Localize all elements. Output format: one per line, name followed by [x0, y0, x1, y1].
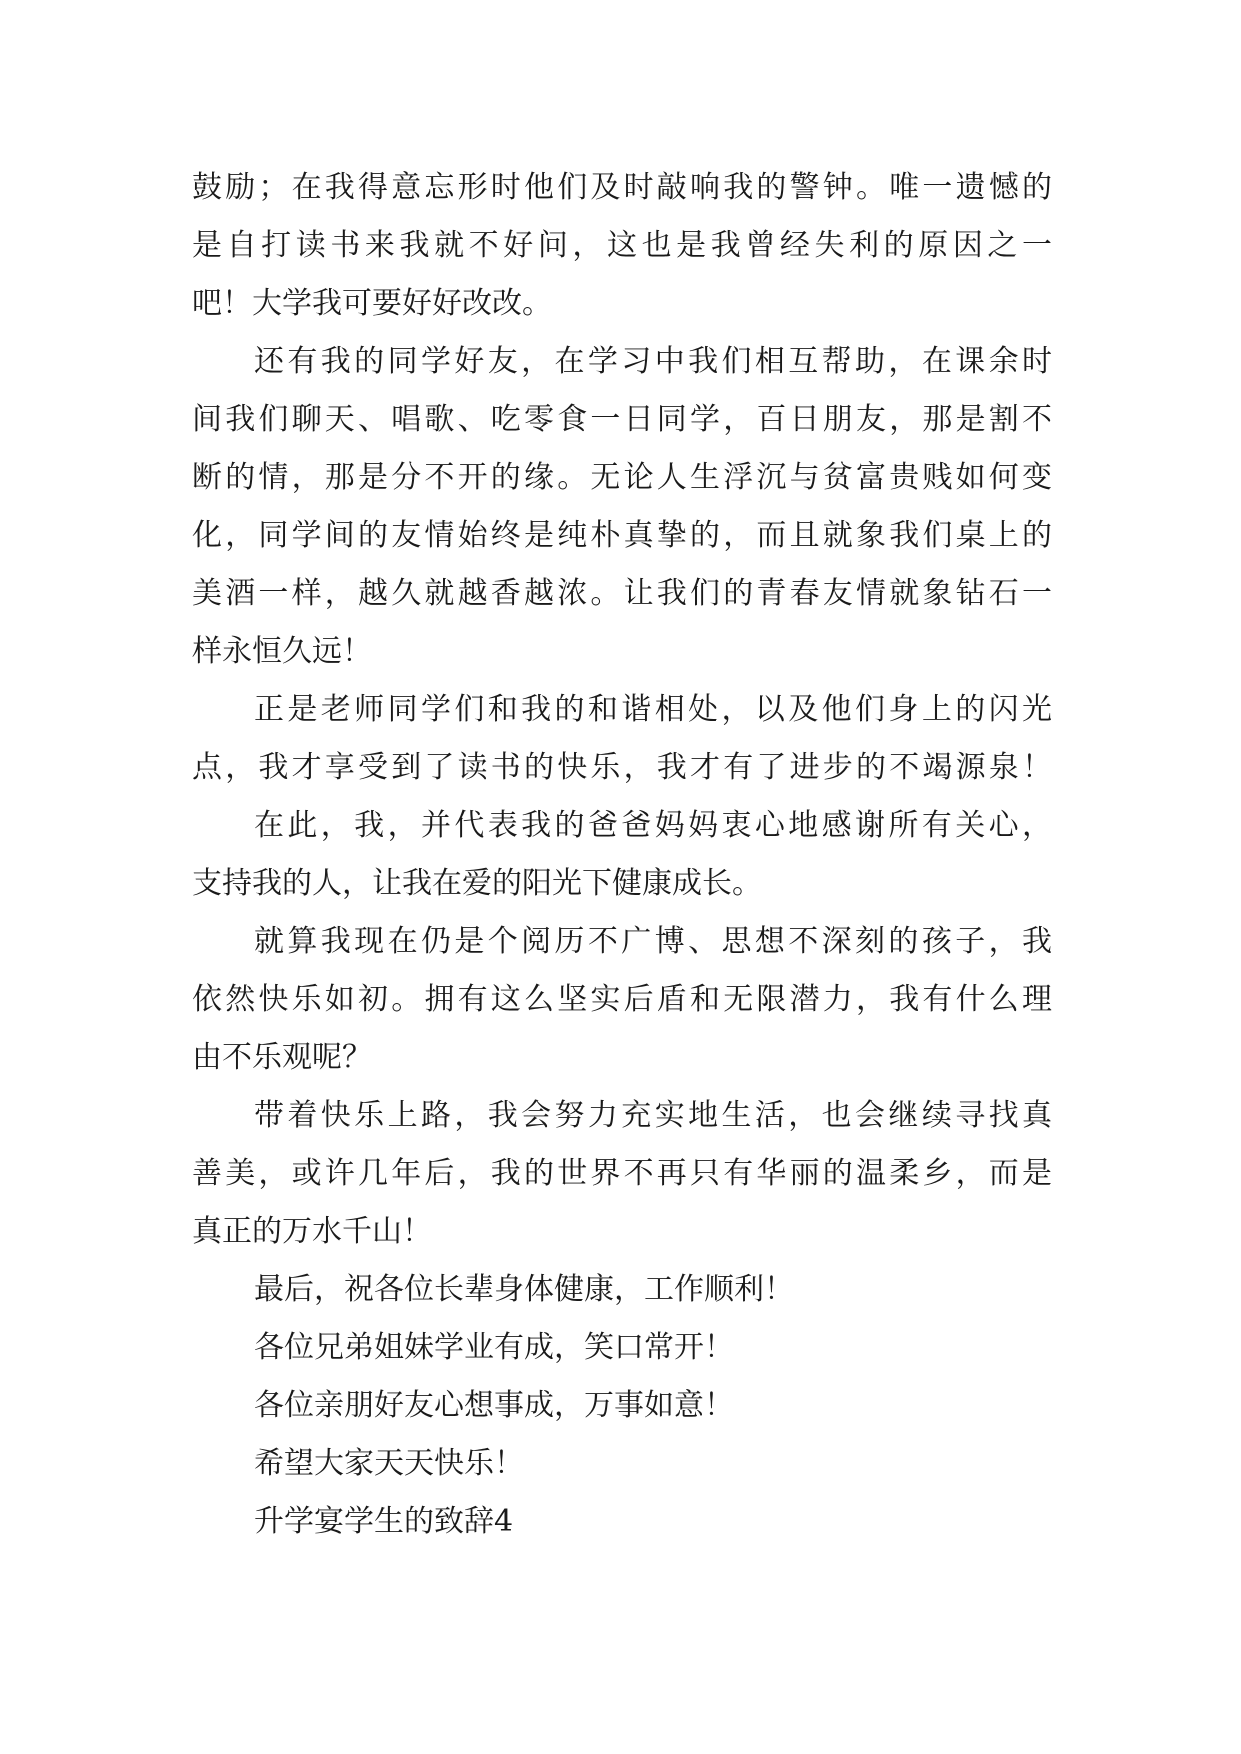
- paragraph: [192, 159, 1052, 333]
- text-line: 在此，我，并代表我的爸爸妈妈衷心地感谢所有关心，: [254, 808, 1052, 843]
- paragraph: [192, 797, 1052, 913]
- paragraph: [192, 1087, 1052, 1261]
- text-line: 鼓励；在我得意忘形时他们及时敲响我的警钟。唯一遗憾的: [192, 170, 1052, 205]
- closing-line: 最后，祝各位长辈身体健康，工作顺利！: [254, 1272, 794, 1307]
- closing-line: 各位亲朋好友心想事成，万事如意！: [254, 1388, 734, 1423]
- paragraph: [192, 681, 1052, 797]
- text-line: 是自打读书来我就不好问，这也是我曾经失利的原因之一: [192, 228, 1052, 263]
- document-body: [192, 159, 1052, 1551]
- closing-line: 希望大家天天快乐！: [254, 1446, 524, 1481]
- text-line: 吧！大学我可要好好改改。: [192, 286, 552, 321]
- text-line: 真正的万水千山！: [192, 1214, 432, 1249]
- text-line: 善美，或许几年后，我的世界不再只有华丽的温柔乡，而是: [192, 1156, 1052, 1191]
- text-line: 就算我现在仍是个阅历不广博、思想不深刻的孩子，我: [254, 924, 1052, 959]
- section-heading: 升学宴学生的致辞4: [254, 1504, 514, 1539]
- text-line: 样永恒久远！: [192, 634, 372, 669]
- text-line: 美酒一样，越久就越香越浓。让我们的青春友情就象钻石一: [192, 576, 1052, 611]
- text-line: 依然快乐如初。拥有这么坚实后盾和无限潜力，我有什么理: [192, 982, 1052, 1017]
- paragraph: [192, 913, 1052, 1087]
- text-line: 支持我的人，让我在爱的阳光下健康成长。: [192, 866, 762, 901]
- text-line: 点，我才享受到了读书的快乐，我才有了进步的不竭源泉！: [192, 750, 1052, 785]
- text-line: 正是老师同学们和我的和谐相处，以及他们身上的闪光: [254, 692, 1052, 727]
- paragraph: [192, 333, 1052, 681]
- closing-line: 各位兄弟姐妹学业有成，笑口常开！: [254, 1330, 734, 1365]
- text-line: 断的情，那是分不开的缘。无论人生浮沉与贫富贵贱如何变: [192, 460, 1052, 495]
- text-line: 由不乐观呢？: [192, 1040, 372, 1075]
- text-line: 化，同学间的友情始终是纯朴真挚的，而且就象我们桌上的: [192, 518, 1052, 553]
- text-line: 带着快乐上路，我会努力充实地生活，也会继续寻找真: [254, 1098, 1052, 1133]
- text-line: 间我们聊天、唱歌、吃零食一日同学，百日朋友，那是割不: [192, 402, 1052, 437]
- text-line: 还有我的同学好友，在学习中我们相互帮助，在课余时: [254, 344, 1052, 379]
